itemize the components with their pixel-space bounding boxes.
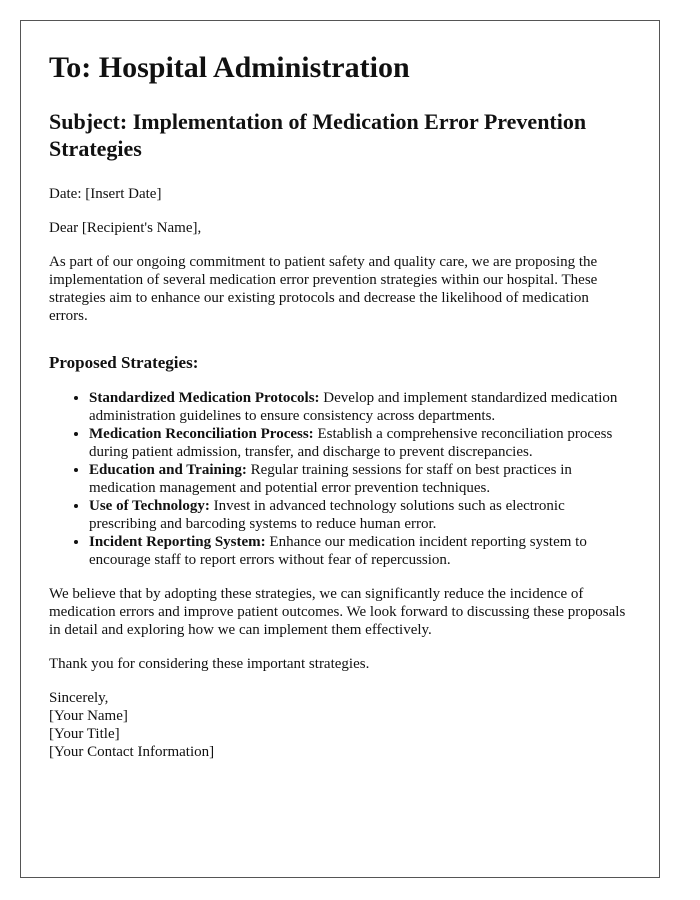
strategy-text: Regular training sessions for staff on best practices in medication management and potential error prevention techniques. xyxy=(89,462,572,496)
date-line: Date: [Insert Date] xyxy=(49,186,162,202)
strategy-text: Invest in advanced technology solutions such as electronic prescribing and barcoding systems to reduce human error. xyxy=(89,498,565,532)
sender-contact: [Your Contact Information] xyxy=(49,744,215,760)
strategy-title: Incident Reporting System: xyxy=(89,534,266,550)
sender-name: [Your Name] xyxy=(49,708,128,724)
strategy-title: Medication Reconciliation Process: xyxy=(89,426,314,442)
strategy-item xyxy=(89,389,631,425)
strategy-title: Use of Technology: xyxy=(89,498,210,514)
subject-heading: Subject: Implementation of Medication Error Prevention Strategies xyxy=(49,109,587,161)
sender-title: [Your Title] xyxy=(49,726,120,742)
conclusion-paragraph: We believe that by adopting these strategies, we can significantly reduce the incidence of medication errors and improve patient outcomes. We look forward to discussing these proposals in detail and exploring how we can implement them effectively. xyxy=(49,586,626,638)
strategies-list xyxy=(49,389,631,569)
recipient-heading: To: Hospital Administration xyxy=(49,51,410,84)
strategy-text: Establish a comprehensive reconciliation process during patient admission, transfer, and discharge to prevent discrepancies. xyxy=(89,426,613,460)
strategy-item xyxy=(89,461,631,497)
intro-paragraph: As part of our ongoing commitment to patient safety and quality care, we are proposing the implementation of several medication error prevention strategies within our hospital. These strategies aim to enhance our existing protocols and decrease the likelihood of medication errors. xyxy=(49,254,598,324)
strategy-text: Develop and implement standardized medication administration guidelines to ensure consistency across departments. xyxy=(89,390,618,424)
signoff: Sincerely, xyxy=(49,690,109,706)
strategy-item xyxy=(89,497,631,533)
strategy-item xyxy=(89,425,631,461)
strategy-text: Enhance our medication incident reporting system to encourage staff to report errors without fear of repercussion. xyxy=(89,534,587,568)
thanks-paragraph: Thank you for considering these important strategies. xyxy=(49,656,370,672)
letter-document xyxy=(20,20,660,878)
strategy-item xyxy=(89,533,631,569)
strategy-title: Standardized Medication Protocols: xyxy=(89,390,320,406)
strategies-heading: Proposed Strategies: xyxy=(49,353,199,372)
strategy-title: Education and Training: xyxy=(89,462,247,478)
signature-block xyxy=(49,689,631,761)
salutation: Dear [Recipient's Name], xyxy=(49,220,202,236)
